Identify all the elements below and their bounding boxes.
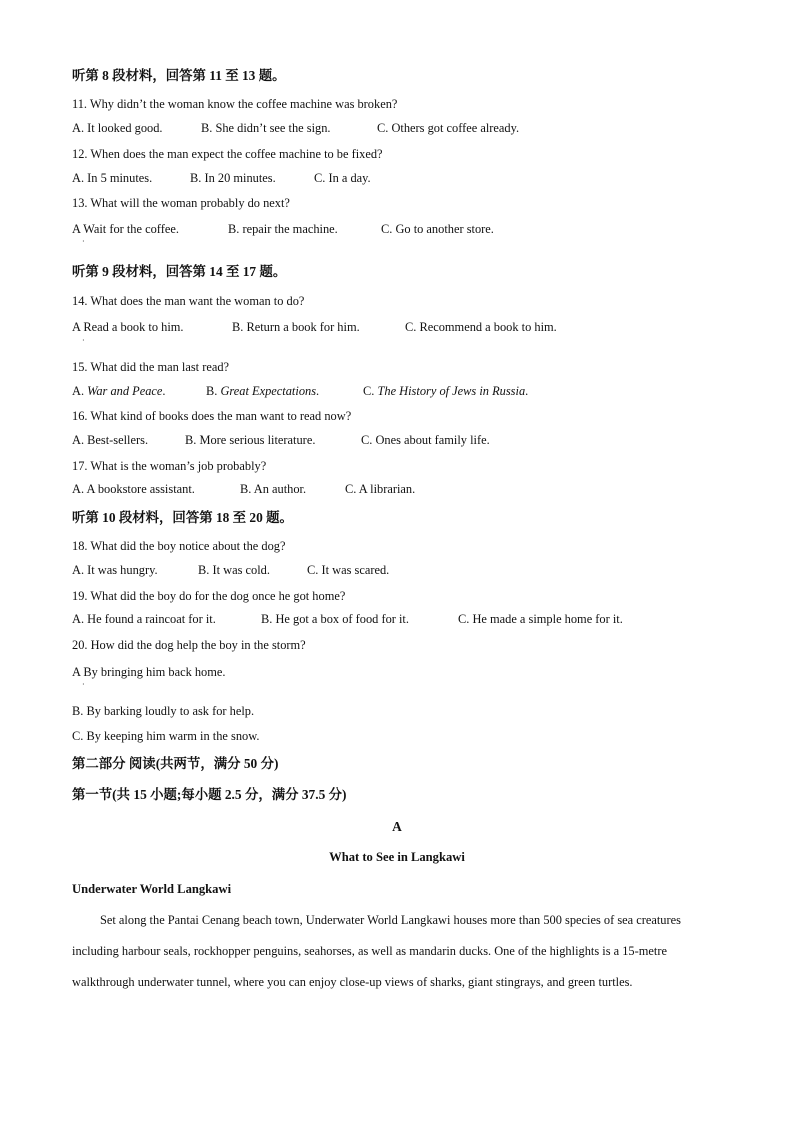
q17-option-b: B. An author.: [240, 482, 307, 496]
question-13: 13. What will the woman probably do next?: [72, 196, 290, 210]
part-2-heading: 第二部分 阅读(共两节，满分 50 分): [72, 756, 279, 771]
q19-option-c: C. He made a simple home for it.: [458, 612, 623, 626]
q11-option-a: A. It looked good.: [72, 121, 163, 135]
question-18: 18. What did the boy notice about the dog?: [72, 539, 286, 553]
q14-option-b: B. Return a book for him.: [232, 320, 360, 334]
passage-subheading: Underwater World Langkawi: [72, 882, 232, 896]
q20-option-a: A By bringing him back home.: [72, 665, 226, 679]
passage-title: What to See in Langkawi: [329, 850, 465, 864]
q15-option-b-title: Great Expectations: [220, 384, 317, 398]
question-14: 14. What does the man want the woman to do?: [72, 294, 305, 308]
q20-option-c: C. By keeping him warm in the snow.: [72, 729, 260, 743]
q15-option-a-label: A.: [72, 384, 85, 398]
q15-option-a-title: War and Peace: [87, 384, 163, 398]
q17-option-a: A. A bookstore assistant.: [72, 482, 195, 496]
q15-option-a-suffix: .: [162, 384, 166, 398]
q15-option-b-suffix: .: [316, 384, 320, 398]
question-12: 12. When does the man expect the coffee machine to be fixed?: [72, 147, 383, 161]
q15-option-a: [72, 384, 166, 399]
q12-option-c: C. In a day.: [314, 171, 371, 185]
q17-option-c: C. A librarian.: [345, 482, 416, 496]
section-8-heading: 听第 8 段材料，回答第 11 至 13 题。: [72, 68, 286, 83]
q15-option-b: [206, 384, 319, 399]
q18-option-c: C. It was scared.: [307, 563, 390, 577]
question-15: 15. What did the man last read?: [72, 360, 230, 374]
q15-option-c-title: The History of Jews in Russia: [377, 384, 526, 398]
q13-option-a: A Wait for the coffee.: [72, 222, 179, 236]
stray-dot: ·: [82, 680, 85, 689]
section-10-heading: 听第 10 段材料，回答第 18 至 20 题。: [72, 510, 293, 525]
q15-option-c: [363, 384, 528, 399]
stray-dot: ·: [82, 336, 85, 345]
q19-option-b: B. He got a box of food for it.: [261, 612, 409, 626]
section-1-heading: 第一节(共 15 小题;每小题 2.5 分，满分 37.5 分): [72, 787, 347, 802]
question-11: 11. Why didn’t the woman know the coffee machine was broken?: [72, 97, 398, 111]
q19-option-a: A. He found a raincoat for it.: [72, 612, 216, 626]
q18-option-b: B. It was cold.: [198, 563, 270, 577]
q13-option-c: C. Go to another store.: [381, 222, 494, 236]
q15-option-b-label: B.: [206, 384, 218, 398]
question-19: 19. What did the boy do for the dog once he got home?: [72, 589, 346, 603]
q12-option-b: B. In 20 minutes.: [190, 171, 276, 185]
q11-option-c: C. Others got coffee already.: [377, 121, 520, 135]
q16-option-b: B. More serious literature.: [185, 433, 316, 447]
q15-option-c-label: C.: [363, 384, 375, 398]
q16-option-a: A. Best-sellers.: [72, 433, 149, 447]
q18-option-a: A. It was hungry.: [72, 563, 158, 577]
q14-option-c: C. Recommend a book to him.: [405, 320, 557, 334]
question-16: 16. What kind of books does the man want to read now?: [72, 409, 352, 423]
q20-option-b: B. By barking loudly to ask for help.: [72, 704, 255, 718]
passage-paragraph: [72, 905, 722, 998]
passage-paragraph-text: Set along the Pantai Cenang beach town, Underwater World Langkawi houses more than 500 species of sea creatures including harbour seals, rockhopper penguins, seahorses, as well as mandarin ducks. One of the highlights is a 15-metre walkthrough underwater tunnel, where you can enjoy close-up views of sharks, giant stingrays, and green turtles.: [72, 913, 681, 989]
passage-letter: A: [392, 819, 402, 834]
q13-option-b: B. repair the machine.: [228, 222, 338, 236]
question-17: 17. What is the woman’s job probably?: [72, 459, 267, 473]
q14-option-a: A Read a book to him.: [72, 320, 184, 334]
stray-dot: ·: [82, 237, 85, 246]
q16-option-c: C. Ones about family life.: [361, 433, 490, 447]
section-9-heading: 听第 9 段材料，回答第 14 至 17 题。: [72, 264, 287, 279]
q15-option-c-suffix: .: [525, 384, 529, 398]
q11-option-b: B. She didn’t see the sign.: [201, 121, 331, 135]
q12-option-a: A. In 5 minutes.: [72, 171, 153, 185]
question-20: 20. How did the dog help the boy in the storm?: [72, 638, 306, 652]
